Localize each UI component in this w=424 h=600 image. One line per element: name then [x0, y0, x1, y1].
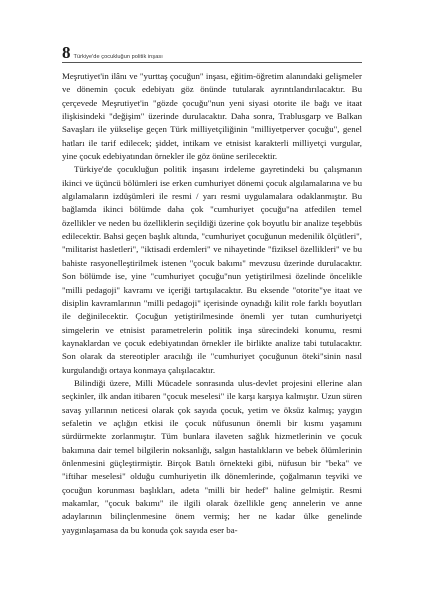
header-rule — [62, 62, 362, 63]
running-title: Türkiye'de çocukluğun politik inşası — [73, 54, 163, 60]
paragraph: Meşrutiyet'in ilânı ve "yurttaş çocuğun" inşası, eğitim-öğretim alanındaki gelişmeler ve dönemin çocuk edebiyatı göz önünde tutularak ayrıntılandırılacaktır. Bu çerçevede Meşrutiyet'in "gözde çocuğu"nun yeni siyasi otorite ile bağı ve itaat ilişkisindeki "değişim" üzerinde durulacaktır. Daha sonra, Trablusgarp ve Balkan Savaşları ile yükselişe geçen Türk milliyetçiliğinin "milliyetperver çocuğu", genel hatları ile tarif edilecek; şiddet, intikam ve etnisist karakterli milliyetçi vurgular, yine çocuk edebiyatından örnekler ile göz önüne serilecektir. — [62, 71, 362, 162]
paragraph: Türkiye'de çocukluğun politik inşasını irdeleme gayretindeki bu çalışmanın ikinci ve üçüncü bölümleri ise erken cumhuriyet dönemi çocuk algılamalarına ve bu algılamaların izdüşümleri ile resmi / yarı resmi uygulamalara odaklanmıştır. Bu bağlamda ikinci bölümde daha çok "cumhuriyet çocuğu"na atfedilen temel özellikler ve neden bu özelliklerin seçildiği üzerine çok boyutlu bir analize teşebbüs edilecektir. Bahsi geçen başlık altında, "cumhuriyet çocuğunun medenilik ölçütleri", "militarist hasletleri", "iktisadi erdemleri" ve nihayetinde "fiziksel özellikleri" ve bu bahiste rasyonelleştirilmek istenen "çocuk bakımı" mevzusu üzerinde durulacaktır. Son bölümde ise, yine "cumhuriyet çocuğu"nun yetiştirilmesi özelinde öncelikle "milli pedagoji" kavramı ve içeriği tartışılacaktır. Bu eksende "otorite"ye itaat ve disiplin kavramlarının "milli pedagoji" içerisinde oynadığı kilit role farklı boyutları ile değinilecektir. Çocuğun yetiştirilmesinde önemli yer tutan cumhuriyetçi simgelerin ve etnisist parametrelerin politik inşa sürecindeki konumu, resmi kaynaklardan ve çocuk edebiyatından örnekler ile birlikte analize tabi tutulacaktır. Son olarak da stereotipler aracılığı ile "cumhuriyet çocuğunun öteki"sinin nasıl kurgulandığı ortaya konmaya çalışılacaktır. — [62, 164, 362, 375]
page-number: 8 — [62, 43, 71, 62]
paragraph: Bilindiği üzere, Milli Mücadele sonrasında ulus-devlet projesini ellerine alan seçkinler, ilk andan itibaren "çocuk meselesi" ile karşı karşıya kalmıştır. Uzun süren savaş yıllarının neticesi olarak çok sayıda çocuk, yetim ve öksüz kalmış; yaygın sefaletin ve açlığın etkisi ile çocuk nüfusunun önemli bir kısmı yaşamını sürdürmekte zorlanmıştır. Tüm bunlara ilaveten sağlık hizmetlerinin ve çocuk bakımına dair temel bilgilerin noksanlığı, salgın hastalıkların ve bebek ölümlerinin önlenmesini güçleştirmiştir. Birçok Batılı örnekteki gibi, nüfusun bir "beka" ve "iftihar meselesi" olduğu cumhuriyetin ilk dönemlerinde, çoğalmanın teşviki ve çocuğun korunması başlıkları, adeta "milli bir hedef" haline gelmiştir. Resmi makamlar, "çocuk bakımı" ile ilgili olarak özellikle genç annelerin ve anne adaylarının bilinçlenmesine önem vermiş; her ne kadar ülke genelinde yaygınlaşamasa da bu konuda çok sayıda eser ba- — [62, 377, 362, 535]
body-text — [62, 70, 362, 537]
running-header — [62, 43, 362, 63]
